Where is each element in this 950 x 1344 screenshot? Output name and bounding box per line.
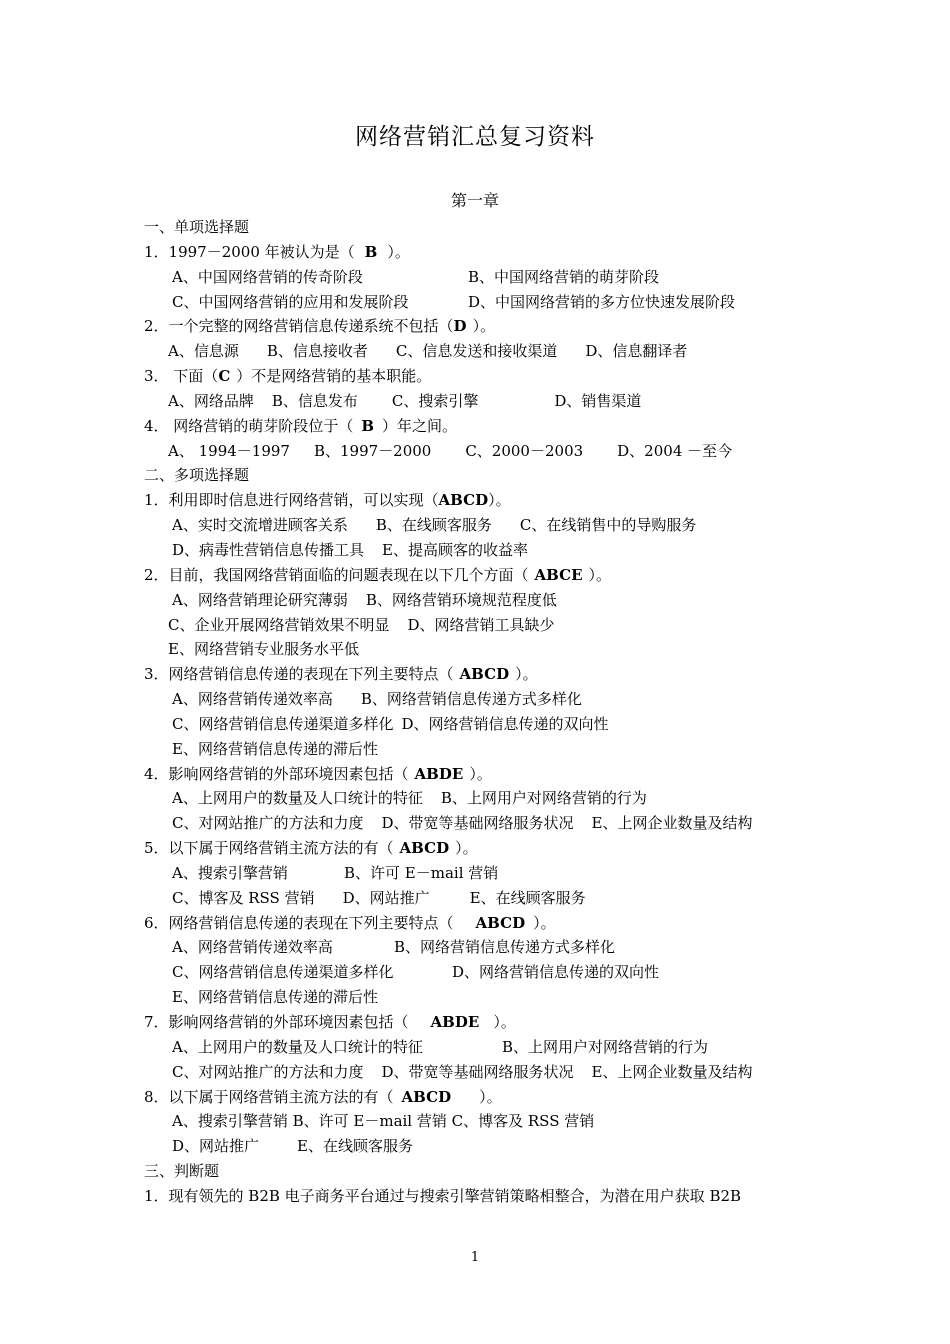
page-number: 1 [470,1250,480,1265]
question-options: A、搜索引擎营销 B、许可 E－mail 营销 C、博客及 RSS 营销 [172,1112,595,1131]
answer: D [453,317,467,336]
question-stem: 5．以下属于网络营销主流方法的有（ ABCD ）。 [144,836,824,861]
question-options: A、网络营销传递效率高 B、网络营销信息传递方式多样化 [172,938,616,957]
answer: ABCE [534,565,583,584]
question-options: C、网络营销信息传递渠道多样化 D、网络营销信息传递的双向性 [172,714,609,733]
question-options: D、病毒性营销信息传播工具 E、提高顾客的收益率 [172,540,528,559]
question-options: C、对网站推广的方法和力度 D、带宽等基础网络服务状况 E、上网企业数量及结构 [172,814,753,833]
document-title: 网络营销汇总复习资料 [355,124,595,150]
answer: ABCD [401,1087,452,1106]
answer: ABCD [459,665,510,684]
section-heading: 一、单项选择题 [144,218,250,236]
document-body [144,215,824,1209]
question-options: C、中国网络营销的应用和发展阶段 D、中国网络营销的多方位快速发展阶段 [172,292,736,311]
section-heading: 二、多项选择题 [144,466,250,485]
question-options: A、网络营销传递效率高 B、网络营销信息传递方式多样化 [172,690,582,709]
question-options: C、博客及 RSS 营销 D、网站推广 E、在线顾客服务 [172,888,586,907]
question-stem: 6．网络营销信息传递的表现在下列主要特点（ ABCD ）。 [144,911,824,936]
question-options: A、搜索引擎营销 B、许可 E－mail 营销 [172,863,499,882]
answer: ABCD [399,839,450,858]
answer: B [364,242,378,261]
question-stem: 3．网络营销信息传递的表现在下列主要特点（ ABCD ）。 [144,662,824,687]
question-options: D、网站推广 E、在线顾客服务 [172,1137,413,1156]
answer: B [361,416,375,435]
chapter-title: 第一章 [450,191,499,210]
question-options: C、网络营销信息传递渠道多样化 D、网络营销信息传递的双向性 [172,963,660,982]
question-stem: 7．影响网络营销的外部环境因素包括（ ABDE ）。 [144,1010,824,1035]
question-options: A、实时交流增进顾客关系 B、在线顾客服务 C、在线销售中的导购服务 [172,516,697,535]
answer: C [218,367,231,386]
question-options: C、企业开展网络营销效果不明显 D、网络营销工具缺少 [168,615,555,634]
question-stem: 2．一个完整的网络营销信息传递系统不包括（D ）。 [144,314,824,339]
question-options: A、上网用户的数量及人口统计的特征 B、上网用户对网络营销的行为 [172,1037,709,1056]
question-options: A、上网用户的数量及人口统计的特征 B、上网用户对网络营销的行为 [172,789,647,808]
question-options: C、对网站推广的方法和力度 D、带宽等基础网络服务状况 E、上网企业数量及结构 [172,1062,753,1081]
answer: ABDE [414,764,464,783]
question-stem: 4．影响网络营销的外部环境因素包括（ ABDE ）。 [144,762,824,787]
answer: ABDE [430,1013,480,1031]
answer: ABCD [475,913,526,932]
question-options: A、中国网络营销的传奇阶段 B、中国网络营销的萌芽阶段 [172,267,660,286]
question-options: E、网络营销信息传递的滞后性 [172,988,378,1007]
section-heading: 三、判断题 [144,1162,220,1181]
question-stem: 4． 网络营销的萌芽阶段位于（ B ）年之间。 [144,414,824,439]
question-stem: 1．1997－2000 年被认为是（ B ）。 [144,240,824,265]
question-options: A、信息源 B、信息接收者 C、信息发送和接收渠道 D、信息翻译者 [168,342,688,361]
question-options: A、网络营销理论研究薄弱 B、网络营销环境规范程度低 [172,590,557,609]
question-stem: 2．目前，我国网络营销面临的问题表现在以下几个方面（ ABCE ）。 [144,563,824,588]
question-options: A、网络品牌 B、信息发布 C、搜索引擎 D、销售渠道 [168,391,642,410]
question-options: E、网络营销信息传递的滞后性 [172,739,378,758]
answer: ABCD [438,491,489,510]
question-options: E、网络营销专业服务水平低 [168,640,359,659]
question-stem: 1．利用即时信息进行网络营销，可以实现（ABCD）。 [144,488,824,513]
question-stem: 1．现有领先的 B2B 电子商务平台通过与搜索引擎营销策略相整合，为潜在用户获取 B2B [144,1186,742,1205]
question-options: A、 1994－1997 B、1997－2000 C、2000－2003 D、2004 －至今 [168,441,733,460]
question-stem: 8．以下属于网络营销主流方法的有（ ABCD ）。 [144,1085,824,1110]
question-stem: 3． 下面（C ）不是网络营销的基本职能。 [144,364,824,389]
